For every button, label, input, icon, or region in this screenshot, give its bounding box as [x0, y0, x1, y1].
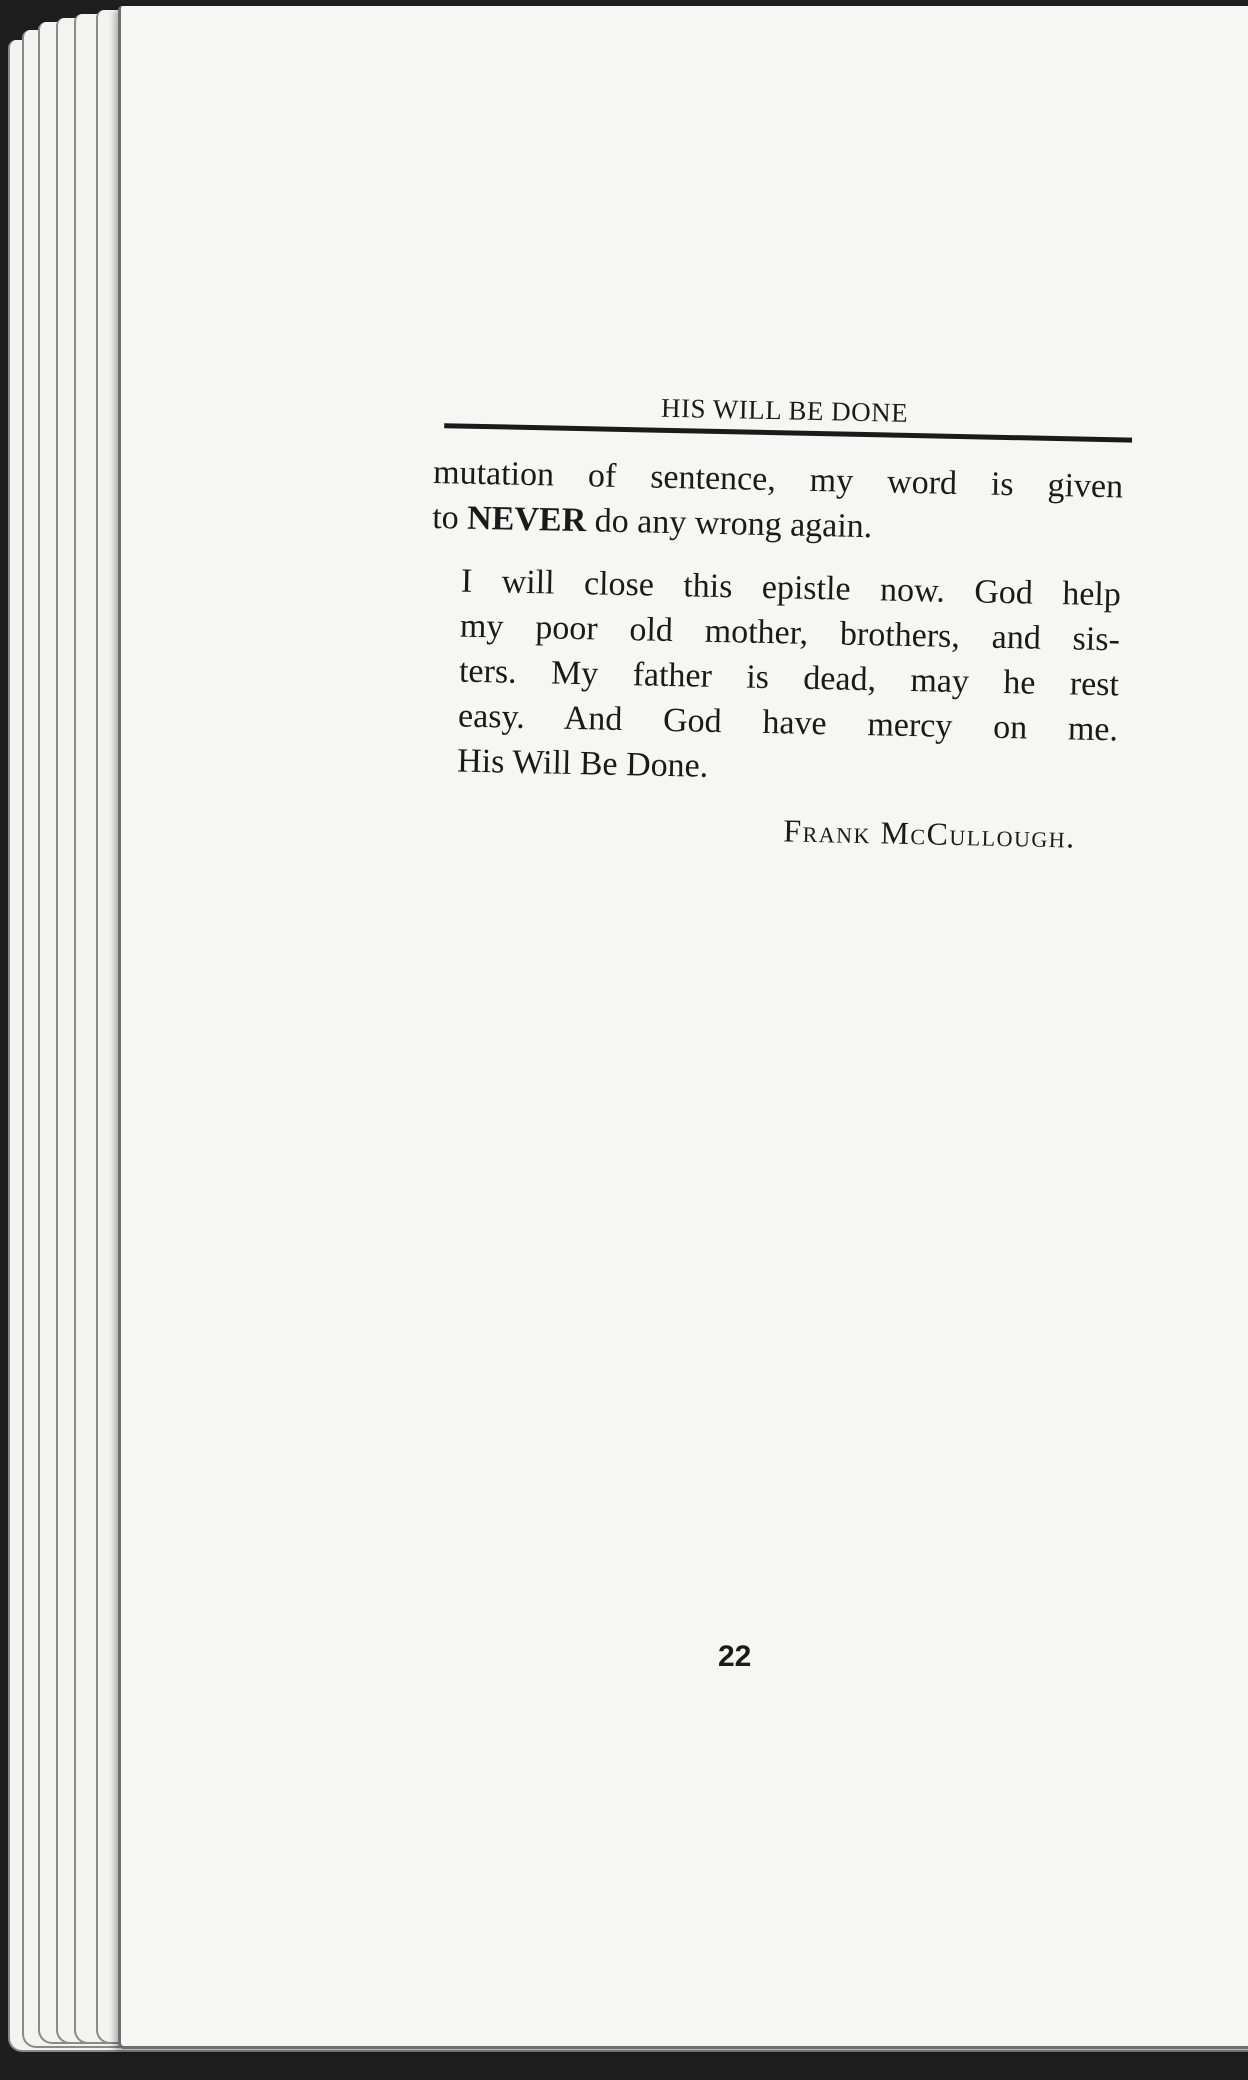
signature: Frank McCullough. [783, 812, 1077, 855]
text-line: His Will Be Done. [456, 742, 709, 785]
book-page [118, 6, 1248, 2049]
page-text-block [425, 388, 1134, 857]
text-line: mutation of sentence, my word is given [432, 453, 1124, 506]
paragraph [427, 558, 1122, 797]
text-fragment: do any wrong again. [585, 502, 873, 546]
page-number: 22 [718, 1640, 752, 1673]
paragraph [432, 450, 1124, 554]
text-line: I will close this epistle now. God help [460, 562, 1122, 614]
text-line: ters. My father is dead, may he rest [458, 652, 1120, 704]
emphasis-word: NEVER [466, 499, 587, 540]
text-fragment: to [431, 498, 468, 537]
text-line: easy. And God have mercy on me. [457, 697, 1119, 749]
running-head: HIS WILL BE DONE [660, 392, 909, 428]
text-line: my poor old mother, brothers, and sis- [459, 607, 1121, 659]
